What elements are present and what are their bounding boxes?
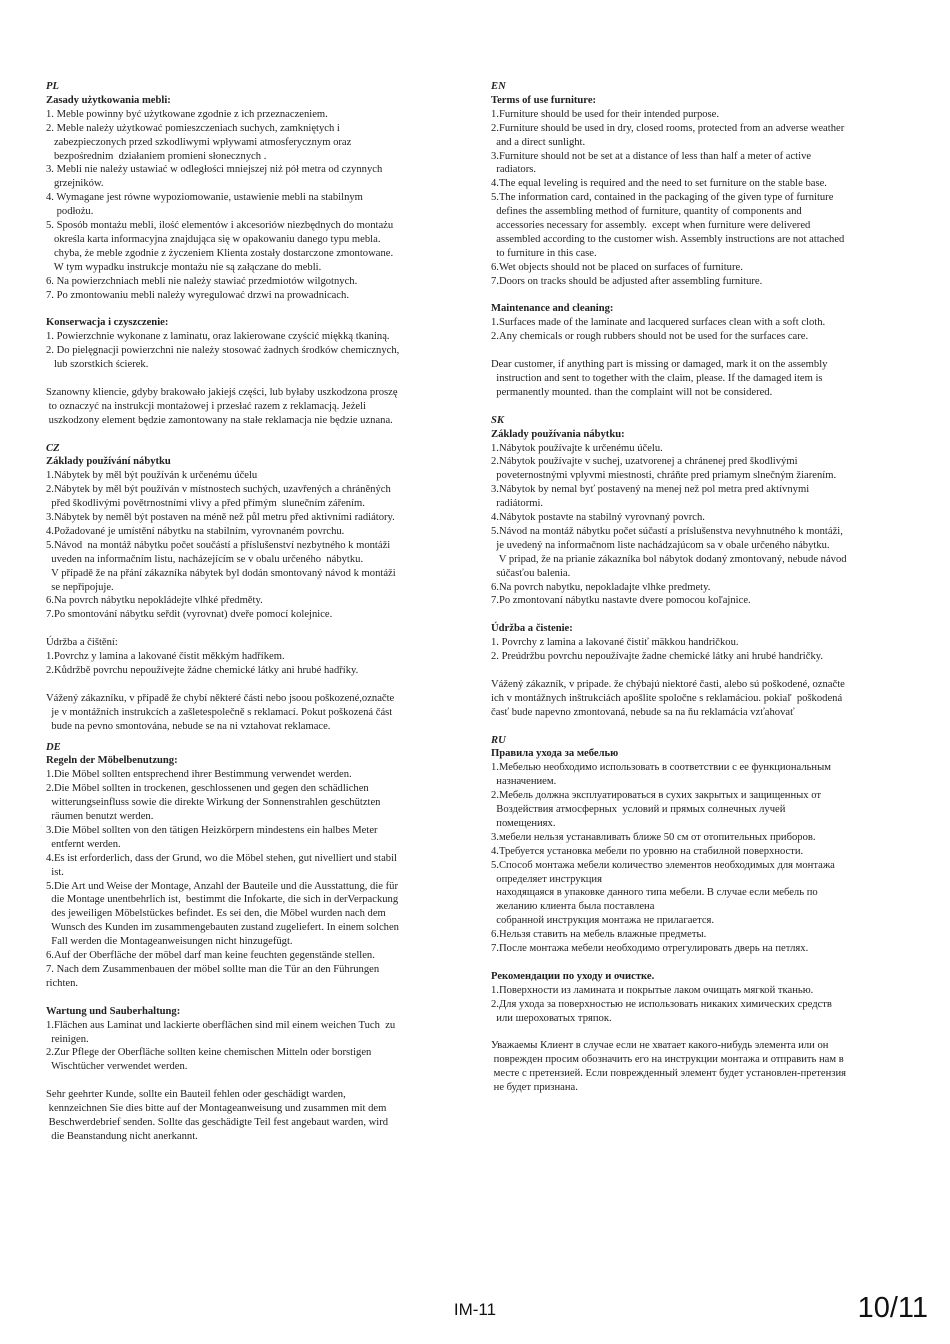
customer-note-line: to oznaczyć na instrukcji montażowej i przesłać razem z reklamacją. Jeżeli [46, 400, 367, 412]
left-column [46, 80, 466, 1144]
list-item: 5.Návod na montáž nábytku počet súčastí a príslušenstva nevyhnutného k montáži, [491, 525, 843, 537]
list-item: lub szorstkich ścierek. [46, 359, 149, 371]
list-item: 5. Sposób montażu mebli, ilość elementów i akcesoriów niezbędnych do montażu [46, 220, 394, 232]
customer-note-line: je v montážních instrukcích a zašletespolečně s reklamací. Pokut poškozená část [46, 706, 393, 718]
list-item: 1.Povrchz y lamina a lakované čistit měkkým hadříkem. [46, 651, 285, 663]
right-column [491, 80, 916, 1095]
spacer [491, 400, 916, 414]
list-item: 2.Nábytek by měl být používán v místnostech suchých, uzavřených a chráněných [46, 484, 391, 496]
list-item: reinigen. [46, 1033, 89, 1045]
list-item: 1. Povrchy z lamina a lakované čistiť mäkkou handričkou. [491, 637, 739, 649]
list-item: собранной инструкция монтажа не прилагается. [491, 915, 715, 927]
list-item: определяет инструкция [491, 873, 602, 885]
list-item: 4.Nábytok postavte na stabilný vyrovnaný povrch. [491, 512, 705, 524]
spacer [491, 608, 916, 622]
section-title-pl: Zasady użytkowania mebli: [46, 94, 171, 106]
list-item: chyba, że meble zgodnie z życzeniem Klienta zostały dostarczone zmontowane. [46, 247, 394, 259]
list-item: 7.Doors on tracks should be adjusted after assembling furniture. [491, 275, 763, 287]
care-title-en: Maintenance and cleaning: [491, 303, 614, 315]
list-item: radiátormi. [491, 498, 544, 510]
spacer [46, 303, 466, 317]
list-item: räumen benutzt werden. [46, 811, 154, 823]
section-pl [46, 80, 466, 428]
list-item: 6.Auf der Oberfläche der möbel darf man keine feuchten gegenstände stellen. [46, 950, 375, 962]
list-item: назначением. [491, 776, 557, 788]
list-item: entfernt werden. [46, 838, 121, 850]
list-item: 3.Nábytek by neměl být postaven na méně než půl metru před aktivními radiátory. [46, 512, 395, 524]
list-item: radiators. [491, 164, 537, 176]
list-item: 2.Zur Pflege der Oberfläche sollten keine chemischen Mitteln oder borstigen [46, 1047, 372, 1059]
list-item: 4.Požadované je umístění nábytku na stabilním, vyrovnaném povrchu. [46, 525, 345, 537]
section-title-cz: Základy používání nábytku [46, 456, 171, 468]
spacer [491, 720, 916, 734]
list-item: помещениях. [491, 817, 556, 829]
list-item: 3.мебели нельзя устанавливать ближе 50 см от отопительных приборов. [491, 831, 816, 843]
spacer [491, 664, 916, 678]
list-item: to furniture in this case. [491, 247, 597, 259]
customer-note-line: Dear customer, if anything part is missing or damaged, mark it on the assembly [491, 359, 828, 371]
list-item: uveden na informačním listu, nacházejícím se v obalu určeného nábytku. [46, 553, 364, 565]
list-item: Wischtücher verwendet werden. [46, 1061, 188, 1073]
list-item: poveternostnými vplyvmi miestnosti, chráňte pred priamym slnečným žiarením. [491, 470, 837, 482]
list-item: 3.Die Möbel sollten von den tätigen Heizkörpern mindestens ein halbes Meter [46, 824, 378, 836]
spacer [46, 678, 466, 692]
list-item: 1.Nábytok používajte k určenému účelu. [491, 442, 663, 454]
list-item: 5.The information card, contained in the packaging of the given type of furniture [491, 192, 834, 204]
list-item: 2.Die Möbel sollten in trockenen, geschlossenen und gegen den schädlichen [46, 783, 369, 795]
language-code-pl: PL [46, 81, 59, 92]
customer-note-line: časť bude napevno zmontovaná, nebude sa na ňu reklamácia vzťahovať [491, 706, 795, 718]
list-item: 3.Furniture should not be set at a distance of less than half a meter of active [491, 150, 812, 162]
list-item: 2.Мебель должна эксплуатироваться в сухих закрытых и защищенных от [491, 790, 821, 802]
spacer [46, 372, 466, 386]
care-title-de: Wartung und Sauberhaltung: [46, 1005, 181, 1017]
list-item: se nepřipojuje. [46, 581, 114, 593]
rules-list-pl [46, 108, 466, 303]
list-item: accessories necessary for assembly. except when furniture were delivered [491, 220, 811, 232]
section-en [491, 80, 916, 400]
customer-note-line: не будет признана. [491, 1082, 578, 1094]
language-code-de: DE [46, 741, 61, 753]
list-item: 1.Мебелью необходимо использовать в соответствии с ее функциональным [491, 762, 831, 774]
customer-note-line: Beschwerdebrief senden. Sollte das geschädigte Teil fest angebaut warden, wird [46, 1116, 389, 1128]
spacer [46, 622, 466, 636]
section-de [46, 741, 466, 1144]
list-item: 2.Nábytok používajte v suchej, uzatvorenej a chránenej pred škodlivými [491, 456, 798, 468]
list-item: находящаяся в упаковке данного типа мебели. В случае если мебель по [491, 887, 818, 899]
page-number: 10/11 [857, 1292, 928, 1324]
language-code-ru: RU [491, 734, 506, 746]
list-item: 3.Nábytok by nemal byť postavený na menej než pol metra pred aktívnymi [491, 484, 810, 496]
list-item: 6.Нельзя ставить на мебель влажные предметы. [491, 929, 707, 941]
customer-note-line: permanently mounted. than the complaint will not be considered. [491, 386, 773, 398]
spacer [491, 344, 916, 358]
list-item: 1.Furniture should be used for their intended purpose. [491, 108, 720, 120]
list-item: или шероховатых тряпок. [491, 1012, 612, 1024]
list-item: podłożu. [46, 206, 94, 218]
list-item: 2.Furniture should be used in dry, closed rooms, protected from an adverse weather [491, 122, 845, 134]
list-item: des jeweiligen Möbelstückes befindet. Es sei den, die Möbel wurden nach dem [46, 908, 386, 920]
list-item: je uvedený na informačnom liste nachádzajúcom sa v obale určeného nábytku. [491, 539, 830, 551]
list-item: 5.Die Art und Weise der Montage, Anzahl der Bauteile und die Ausstattung, die für [46, 880, 398, 892]
list-item: 6.Na povrch nábytku nepokládejte vlhké předměty. [46, 595, 263, 607]
list-item: 1. Powierzchnie wykonane z laminatu, oraz lakierowane czyścić miękką tkaniną. [46, 331, 390, 343]
spacer [46, 991, 466, 1005]
care-title-pl: Konserwacja i czyszczenie: [46, 317, 169, 329]
list-item: 1.Flächen aus Laminat und lackierte oberflächen sind mil einem weichen Tuch zu [46, 1019, 396, 1031]
section-title-ru: Правила ухода за мебелью [491, 748, 619, 760]
list-item: 6.Wet objects should not be placed on surfaces of furniture. [491, 261, 743, 273]
list-item: 4.The equal leveling is required and the need to set furniture on the stable base. [491, 178, 827, 190]
section-ru [491, 734, 916, 1096]
section-cz [46, 442, 466, 734]
list-item: 2. Meble należy użytkować pomieszczeniach suchych, zamkniętych i [46, 122, 340, 134]
list-item: 1.Die Möbel sollten entsprechend ihrer Bestimmung verwendet werden. [46, 769, 352, 781]
list-item: 3. Mebli nie należy ustawiać w odległości mniejszej niż pół metra od czynnych [46, 164, 383, 176]
language-code-en: EN [491, 81, 506, 92]
list-item: 4.Es ist erforderlich, dass der Grund, wo die Möbel stehen, gut nivelliert und stabil [46, 852, 397, 864]
list-item: 4. Wymagane jest równe wypoziomowanie, ustawienie mebli na stabilnym [46, 192, 363, 204]
list-item: 1.Поверхности из ламината и покрытые лаком очищать мягкой тканью. [491, 984, 814, 996]
customer-note-line: bude na pevno smontována, nebude se na ni vztahovat reklamace. [46, 720, 331, 732]
customer-note-line: ich v montážnych inštrukciách apošlite spoločne s reklamáciou. pokiaľ poškodená [491, 692, 843, 704]
spacer [46, 734, 466, 741]
care-title-ru: Рекомендации по уходу и очистке. [491, 970, 655, 982]
list-item: witterungseinfluss sowie die direkte Wirkung der Sonnenstrahlen geschützten [46, 797, 381, 809]
list-item: richten. [46, 977, 79, 989]
list-item: 1.Surfaces made of the laminate and lacquered surfaces clean with a soft cloth. [491, 317, 826, 329]
list-item: před škodlivými povětrnostními vlivy a před přímým slunečním zářením. [46, 498, 365, 510]
list-item: Wunsch des Kunden im zusammengebauten zustand zugeliefert. In einem solchen [46, 922, 399, 934]
customer-note-line: Vážený zákazníku, v případě že chybí některé části nebo jsoou poškozené,označte [46, 692, 395, 704]
list-item: 7.Po smontování nábytku seřdit (vyrovnat) dveře pomocí kolejnice. [46, 609, 333, 621]
list-item: 2. Preúdržbu povrchu nepoužívajte žadne chemické látky ani hrubé handričky. [491, 651, 824, 663]
list-item: V pripad, že na prianie zákazníka bol nábytok dodaný zmontovaný, nebude návod [491, 553, 847, 565]
customer-note-line: поврежден просим обозначить его на инструкции монтажа и отправить нам в [491, 1054, 844, 1066]
section-title-de: Regeln der Möbelbenutzung: [46, 755, 178, 767]
customer-note-line: uszkodzony element będzie zamontowany na stałe reklamacja nie będzie uznana. [46, 414, 393, 426]
model-code: IM-11 [453, 1300, 497, 1319]
list-item: W tym wypadku instrukcje montażu nie są załączane do mebli. [46, 261, 322, 273]
list-item: die Montage unentbehrlich ist, bestimmt die Infokarte, die sich in derVerpackung [46, 894, 399, 906]
list-item: 2.Для ухода за поверхностью не использовать никаких химических средств [491, 998, 832, 1010]
list-item: 5.Способ монтажа мебели количество элементов необходимых для монтажа [491, 859, 835, 871]
language-code-sk: SK [491, 414, 504, 426]
customer-note-line: die Beanstandung nicht anerkannt. [46, 1130, 198, 1142]
list-item: súčasťou balenia. [491, 567, 571, 579]
customer-note-line: kennzeichnen Sie dies bitte auf der Montageanweisung und zusammen mit dem [46, 1103, 387, 1115]
list-item: ist. [46, 866, 64, 878]
customer-note-line: Szanowny kliencie, gdyby brakowało jakiejś części, lub byłaby uszkodzona proszę [46, 386, 398, 398]
list-item: 7.После монтажа мебели необходимо отрегулировать дверь на петлях. [491, 943, 809, 955]
customer-note-line: месте с претензией. Если поврежденный элемент будет установлен-претензия [491, 1068, 847, 1080]
list-item: grzejników. [46, 178, 104, 190]
section-title-en: Terms of use furniture: [491, 94, 597, 106]
list-item: 1. Meble powinny być użytkowane zgodnie z ich przeznaczeniem. [46, 108, 328, 120]
list-item: V případě že na přání zákazníka nábytek byl dodán smontovaný návod k montáži [46, 567, 396, 579]
list-item: bezpośrednim działaniem promieni słonecznych . [46, 150, 267, 162]
list-item: assembled according to the customer wish. Assembly instructions are not attached [491, 233, 845, 245]
list-item: and a direct sunlight. [491, 136, 586, 148]
list-item: 7. Po zmontowaniu mebli należy wyregulować drzwi na prowadnicach. [46, 289, 350, 301]
list-item: желанию клиента была поставлена [491, 901, 655, 913]
care-title-sk: Údržba a čistenie: [491, 623, 573, 635]
list-item: 7. Nach dem Zusammenbauen der möbel sollte man die Tür an den Führungen [46, 964, 380, 976]
list-item: Воздействия атмосферных условий и прямых солнечных лучей [491, 804, 786, 816]
list-item: 2. Do pielęgnacji powierzchni nie należy stosować żadnych środków chemicznych, [46, 345, 400, 357]
list-item: Fall werden die Montageanweisungen nicht hinzugefügt. [46, 936, 293, 948]
list-item: 2.Any chemicals or rough rubbers should not be used for the surfaces care. [491, 331, 809, 343]
section-title-sk: Základy používania nábytku: [491, 428, 625, 440]
list-item: 6. Na powierzchniach mebli nie należy stawiać przedmiotów wilgotnych. [46, 275, 358, 287]
list-item: określa karta informacyjna znajdująca się w opakowaniu danego typu mebla. [46, 233, 381, 245]
spacer [46, 1074, 466, 1088]
list-item: 6.Na povrch nabytku, nepokladajte vlhke predmety. [491, 581, 711, 593]
spacer [46, 428, 466, 442]
customer-note-line: Уважаемы Клиент в случае если не хватает какого-нибудь элемента или он [491, 1040, 829, 1052]
spacer [491, 289, 916, 303]
care-title-cz: Údržba a čištění: [46, 637, 118, 649]
list-item: 1.Nábytek by měl být používán k určenému účelu [46, 470, 258, 482]
list-item: defines the assembling method of furniture, quantity of components and [491, 206, 802, 218]
list-item: 4.Требуется установка мебели по уровню на стабилной поверхности. [491, 845, 804, 857]
customer-note-line: Vážený zákazník, v pripade. že chýbajú niektoré časti, alebo sú poškodené, označte [491, 678, 845, 690]
customer-note-line: instruction and sent to together with the claim, please. If the damaged item is [491, 373, 823, 384]
spacer [491, 1026, 916, 1040]
list-item: 5.Návod na montáž nábytku počet součástí a příslušenství nezbytného k montáži [46, 539, 391, 551]
list-item: 7.Po zmontovaní nábytku nastavte dvere pomocou koľajnice. [491, 595, 751, 607]
list-item: zabezpieczonych przed szkodliwymi wpływami atmosferycznym oraz [46, 136, 352, 148]
list-item: 2.Kůdržbě povrchu nepoužívejte žádne chemické látky ani hrubé hadříky. [46, 665, 359, 676]
customer-note-line: Sehr geehrter Kunde, sollte ein Bauteil fehlen oder geschädigt warden, [46, 1089, 346, 1101]
section-sk [491, 414, 916, 720]
spacer [491, 956, 916, 970]
language-code-cz: CZ [46, 442, 60, 454]
